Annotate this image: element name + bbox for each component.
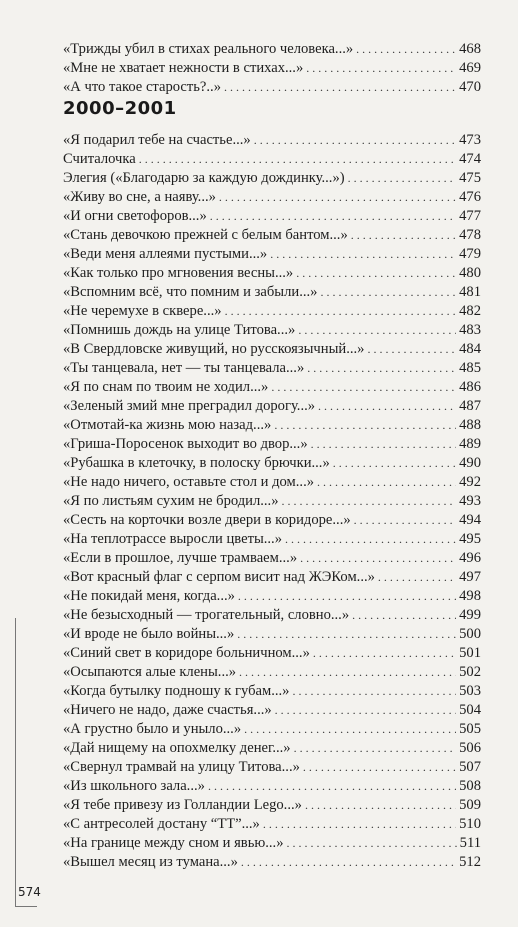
leader-dots <box>224 78 456 97</box>
leader-dots <box>333 454 456 473</box>
toc-entry <box>63 78 481 97</box>
toc-entry <box>63 150 481 169</box>
leader-dots <box>241 853 456 872</box>
entry-page: 497 <box>459 569 481 585</box>
toc-entry <box>63 682 481 701</box>
leader-dots <box>300 549 456 568</box>
entry-page: 498 <box>459 588 481 604</box>
toc-entry <box>63 131 481 150</box>
toc-entry <box>63 644 481 663</box>
entry-page: 495 <box>459 531 481 547</box>
entry-page: 505 <box>459 721 481 737</box>
leader-dots <box>320 283 456 302</box>
entry-title: «Дай нищему на опохмелку денег...» <box>63 740 291 756</box>
entry-title: «А что такое старость?..» <box>63 79 221 95</box>
entry-title: «Стань девочкою прежней с белым бантом...» <box>63 227 348 243</box>
entry-page: 474 <box>459 151 481 167</box>
leader-dots <box>303 758 456 777</box>
leader-dots <box>239 663 456 682</box>
entry-page: 475 <box>459 170 481 186</box>
entry-page: 488 <box>459 417 481 433</box>
leader-dots <box>270 245 456 264</box>
leader-dots <box>354 511 456 530</box>
entry-title: «Отмотай-ка жизнь мою назад...» <box>63 417 272 433</box>
leader-dots <box>352 606 456 625</box>
entry-page: 490 <box>459 455 481 471</box>
entry-page: 478 <box>459 227 481 243</box>
leader-dots <box>274 416 456 435</box>
entry-title: «Вот красный флаг с серпом висит над ЖЭКом...» <box>63 569 375 585</box>
entry-page: 492 <box>459 474 481 490</box>
entry-title: Считалочка <box>63 151 136 167</box>
leader-dots <box>292 682 456 701</box>
toc-entry <box>63 606 481 625</box>
entry-page: 485 <box>459 360 481 376</box>
toc-entry <box>63 283 481 302</box>
toc-entry <box>63 663 481 682</box>
leader-dots <box>210 207 456 226</box>
entry-title: Элегия («Благодарю за каждую дождинку...») <box>63 170 345 186</box>
toc-entry <box>63 758 481 777</box>
entry-page: 481 <box>459 284 481 300</box>
leader-dots <box>378 568 456 587</box>
entry-title: «Я тебе привезу из Голландии Lego...» <box>63 797 302 813</box>
entry-page: 486 <box>459 379 481 395</box>
leader-dots <box>348 169 456 188</box>
toc-entry <box>63 549 481 568</box>
leader-dots <box>356 40 456 59</box>
entry-title: «Из школьного зала...» <box>63 778 205 794</box>
toc-entry <box>63 701 481 720</box>
entry-title: «Я по листьям сухим не бродил...» <box>63 493 279 509</box>
entry-page: 496 <box>459 550 481 566</box>
entry-title: «Осыпаются алые клены...» <box>63 664 237 680</box>
entry-page: 470 <box>459 79 481 95</box>
entry-page: 499 <box>459 607 481 623</box>
entry-title: «Я по снам по твоим не ходил...» <box>63 379 269 395</box>
toc-entry <box>63 397 481 416</box>
entry-title: «Когда бутылку подношу к губам...» <box>63 683 290 699</box>
entry-page: 508 <box>459 778 481 794</box>
leader-dots <box>311 435 456 454</box>
toc-entry <box>63 264 481 283</box>
entry-page: 476 <box>459 189 481 205</box>
entry-title: «Помнишь дождь на улице Титова...» <box>63 322 296 338</box>
entry-page: 506 <box>459 740 481 756</box>
margin-rule-horizontal <box>15 906 37 907</box>
leader-dots <box>287 834 457 853</box>
toc-entry <box>63 568 481 587</box>
entry-title: «С антресолей достану “ТТ”...» <box>63 816 260 832</box>
toc-entry <box>63 530 481 549</box>
toc-entry <box>63 207 481 226</box>
entry-page: 479 <box>459 246 481 262</box>
entry-title: «А грустно было и уныло...» <box>63 721 242 737</box>
entry-page: 480 <box>459 265 481 281</box>
toc-entry <box>63 739 481 758</box>
entry-page: 468 <box>459 41 481 57</box>
entry-title: «Не черемухе в сквере...» <box>63 303 222 319</box>
toc-top-list <box>63 40 481 97</box>
toc-entry <box>63 378 481 397</box>
entry-title: «Не надо ничего, оставьте стол и дом...» <box>63 474 315 490</box>
leader-dots <box>313 644 456 663</box>
entry-title: «Вышел месяц из тумана...» <box>63 854 238 870</box>
leader-dots <box>318 397 456 416</box>
entry-page: 477 <box>459 208 481 224</box>
leader-dots <box>208 777 456 796</box>
toc-entry <box>63 321 481 340</box>
toc-entry <box>63 302 481 321</box>
toc-entry <box>63 511 481 530</box>
entry-page: 473 <box>459 132 481 148</box>
toc-entry <box>63 359 481 378</box>
entry-title: «Трижды убил в стихах реального человека...» <box>63 41 354 57</box>
margin-rule-vertical <box>15 618 16 906</box>
entry-title: «Гриша-Поросенок выходит во двор...» <box>63 436 308 452</box>
leader-dots <box>307 359 456 378</box>
entry-page: 504 <box>459 702 481 718</box>
entry-page: 484 <box>459 341 481 357</box>
entry-page: 482 <box>459 303 481 319</box>
toc-entry <box>63 188 481 207</box>
toc-entry <box>63 473 481 492</box>
toc-entry <box>63 777 481 796</box>
entry-page: 507 <box>459 759 481 775</box>
entry-title: «Не безысходный — трогательный, словно...» <box>63 607 350 623</box>
toc-entry <box>63 587 481 606</box>
leader-dots <box>296 264 456 283</box>
leader-dots <box>285 530 456 549</box>
entry-title: «Зеленый змий мне преградил дорогу...» <box>63 398 316 414</box>
toc-entry <box>63 796 481 815</box>
leader-dots <box>225 302 457 321</box>
page-number: 574 <box>18 885 41 899</box>
leader-dots <box>271 378 456 397</box>
toc-entry <box>63 435 481 454</box>
entry-title: «Ты танцевала, нет — ты танцевала...» <box>63 360 305 376</box>
toc-entry <box>63 720 481 739</box>
toc-entry <box>63 169 481 188</box>
leader-dots <box>275 701 456 720</box>
leader-dots <box>282 492 457 511</box>
entry-title: «На теплотрассе выросли цветы...» <box>63 531 282 547</box>
entry-page: 494 <box>459 512 481 528</box>
leader-dots <box>254 131 456 150</box>
leader-dots <box>238 587 456 606</box>
entry-title: «Не покидай меня, когда...» <box>63 588 235 604</box>
leader-dots <box>306 59 456 78</box>
leader-dots <box>305 796 456 815</box>
entry-title: «Синий свет в коридоре больничном...» <box>63 645 310 661</box>
entry-title: «Веди меня аллеями пустыми...» <box>63 246 268 262</box>
leader-dots <box>263 815 456 834</box>
entry-title: «Мне не хватает нежности в стихах...» <box>63 60 304 76</box>
entry-page: 489 <box>459 436 481 452</box>
entry-title: «Рубашка в клеточку, в полоску брючки...» <box>63 455 330 471</box>
entry-page: 510 <box>459 816 481 832</box>
toc-main-list <box>63 131 481 872</box>
entry-title: «И вроде не было войны...» <box>63 626 235 642</box>
leader-dots <box>139 150 456 169</box>
section-heading: 2000–2001 <box>63 98 177 119</box>
toc-entry <box>63 226 481 245</box>
toc-entry <box>63 625 481 644</box>
leader-dots <box>219 188 456 207</box>
leader-dots <box>294 739 457 758</box>
entry-page: 493 <box>459 493 481 509</box>
leader-dots <box>237 625 456 644</box>
entry-title: «Сесть на корточки возле двери в коридоре...» <box>63 512 351 528</box>
entry-page: 509 <box>459 797 481 813</box>
toc-entry <box>63 853 481 872</box>
toc-entry <box>63 815 481 834</box>
entry-title: «Как только про мгновения весны...» <box>63 265 294 281</box>
toc-entry <box>63 245 481 264</box>
entry-page: 469 <box>459 60 481 76</box>
toc-entry <box>63 834 481 853</box>
leader-dots <box>351 226 456 245</box>
entry-title: «Если в прошлое, лучше трамваем...» <box>63 550 298 566</box>
entry-title: «И огни светофоров...» <box>63 208 207 224</box>
entry-title: «В Свердловске живущий, но русскоязычный...» <box>63 341 365 357</box>
entry-title: «Живу во сне, а наяву...» <box>63 189 216 205</box>
toc-entry <box>63 40 481 59</box>
toc-entry <box>63 340 481 359</box>
entry-page: 483 <box>459 322 481 338</box>
entry-page: 503 <box>459 683 481 699</box>
entry-title: «На границе между сном и явью...» <box>63 835 284 851</box>
entry-title: «Свернул трамвай на улицу Титова...» <box>63 759 300 775</box>
entry-page: 512 <box>459 854 481 870</box>
toc-entry <box>63 416 481 435</box>
leader-dots <box>317 473 456 492</box>
toc-entry <box>63 492 481 511</box>
toc-entry <box>63 454 481 473</box>
toc-entry <box>63 59 481 78</box>
leader-dots <box>298 321 456 340</box>
entry-page: 501 <box>459 645 481 661</box>
entry-page: 487 <box>459 398 481 414</box>
leader-dots <box>244 720 456 739</box>
entry-title: «Вспомним всё, что помним и забыли...» <box>63 284 318 300</box>
entry-page: 500 <box>459 626 481 642</box>
leader-dots <box>367 340 456 359</box>
entry-page: 502 <box>459 664 481 680</box>
entry-page: 511 <box>459 835 481 851</box>
entry-title: «Ничего не надо, даже счастья...» <box>63 702 272 718</box>
entry-title: «Я подарил тебе на счастье...» <box>63 132 251 148</box>
